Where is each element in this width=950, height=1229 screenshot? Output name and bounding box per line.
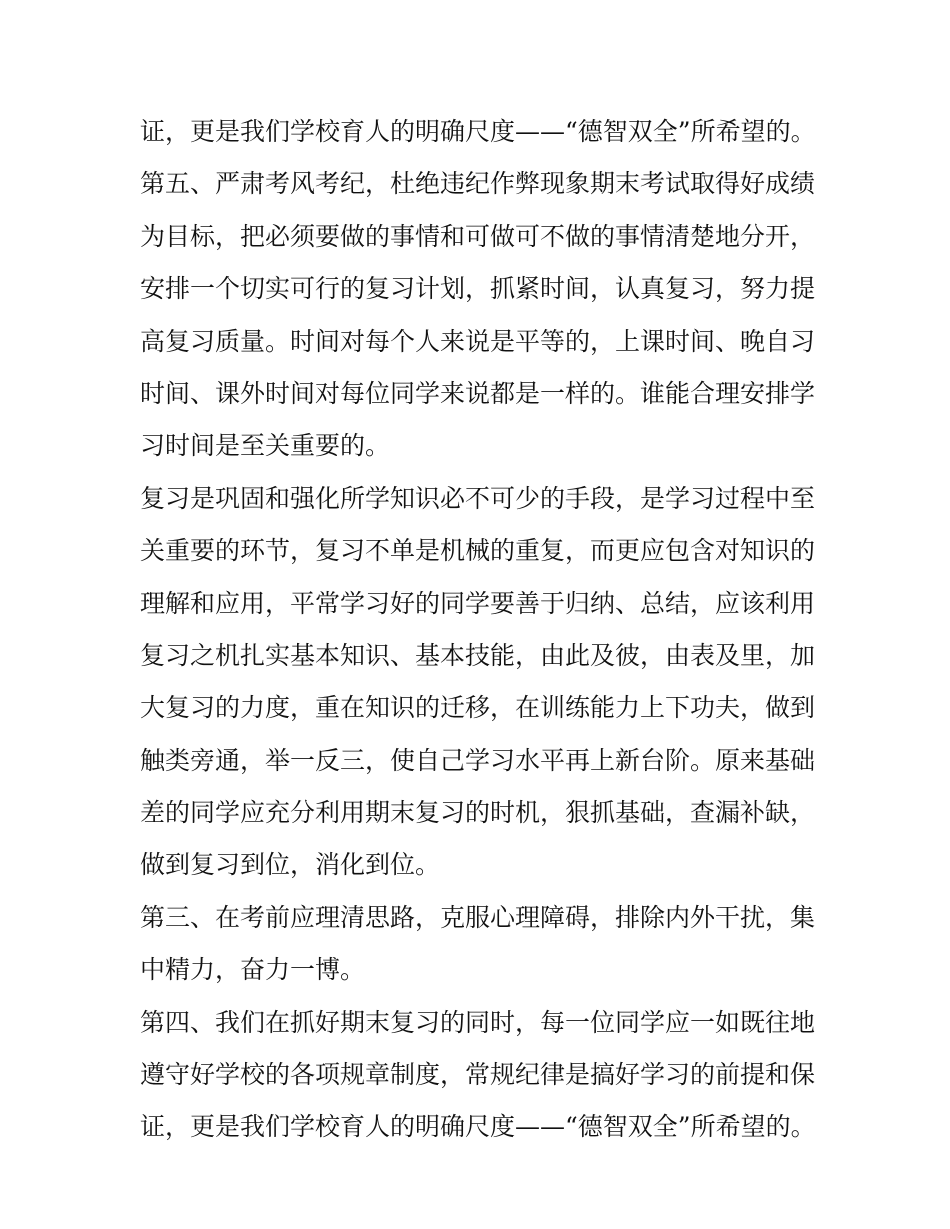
text-line: 安排一个切实可行的复习计划，抓紧时间，认真复习，努力提 bbox=[140, 274, 816, 304]
text-line: 第五、严肃考风考纪，杜绝违纪作弊现象期末考试取得好成绩 bbox=[140, 169, 816, 199]
text-line: 复习是巩固和强化所学知识必不可少的手段，是学习过程中至 bbox=[140, 483, 816, 513]
text-line: 习时间是至关重要的。 bbox=[140, 431, 391, 461]
text-line: 第四、我们在抓好期末复习的同时，每一位同学应一如既往地 bbox=[140, 1007, 816, 1037]
text-line: 第三、在考前应理清思路，克服心理障碍，排除内外干扰，集 bbox=[140, 902, 816, 932]
text-line: 遵守好学校的各项规章制度，常规纪律是搞好学习的前提和保 bbox=[140, 1060, 816, 1090]
text-line: 为目标，把必须要做的事情和可做可不做的事情清楚地分开， bbox=[140, 221, 816, 251]
text-line: 理解和应用，平常学习好的同学要善于归纳、总结，应该利用 bbox=[140, 588, 816, 618]
text-line: 时间、课外时间对每位同学来说都是一样的。谁能合理安排学 bbox=[140, 378, 816, 408]
text-line: 做到复习到位，消化到位。 bbox=[140, 850, 441, 880]
text-line: 中精力，奋力一博。 bbox=[140, 955, 366, 985]
text-line: 差的同学应充分利用期末复习的时机，狠抓基础，查漏补缺， bbox=[140, 798, 816, 828]
text-line: 复习之机扎实基本知识、基本技能，由此及彼，由表及里，加 bbox=[140, 640, 816, 670]
text-line: 关重要的环节，复习不单是机械的重复，而更应包含对知识的 bbox=[140, 536, 816, 566]
text-line: 大复习的力度，重在知识的迁移，在训练能力上下功夫，做到 bbox=[140, 693, 816, 723]
text-line: 证，更是我们学校育人的明确尺度——“德智双全”所希望的。 bbox=[140, 1112, 816, 1142]
text-line: 高复习质量。时间对每个人来说是平等的，上课时间、晚自习 bbox=[140, 326, 816, 356]
text-line: 证，更是我们学校育人的明确尺度——“德智双全”所希望的。 bbox=[140, 117, 816, 146]
text-line: 触类旁通，举一反三，使自己学习水平再上新台阶。原来基础 bbox=[140, 745, 816, 775]
document-body bbox=[140, 106, 830, 1154]
